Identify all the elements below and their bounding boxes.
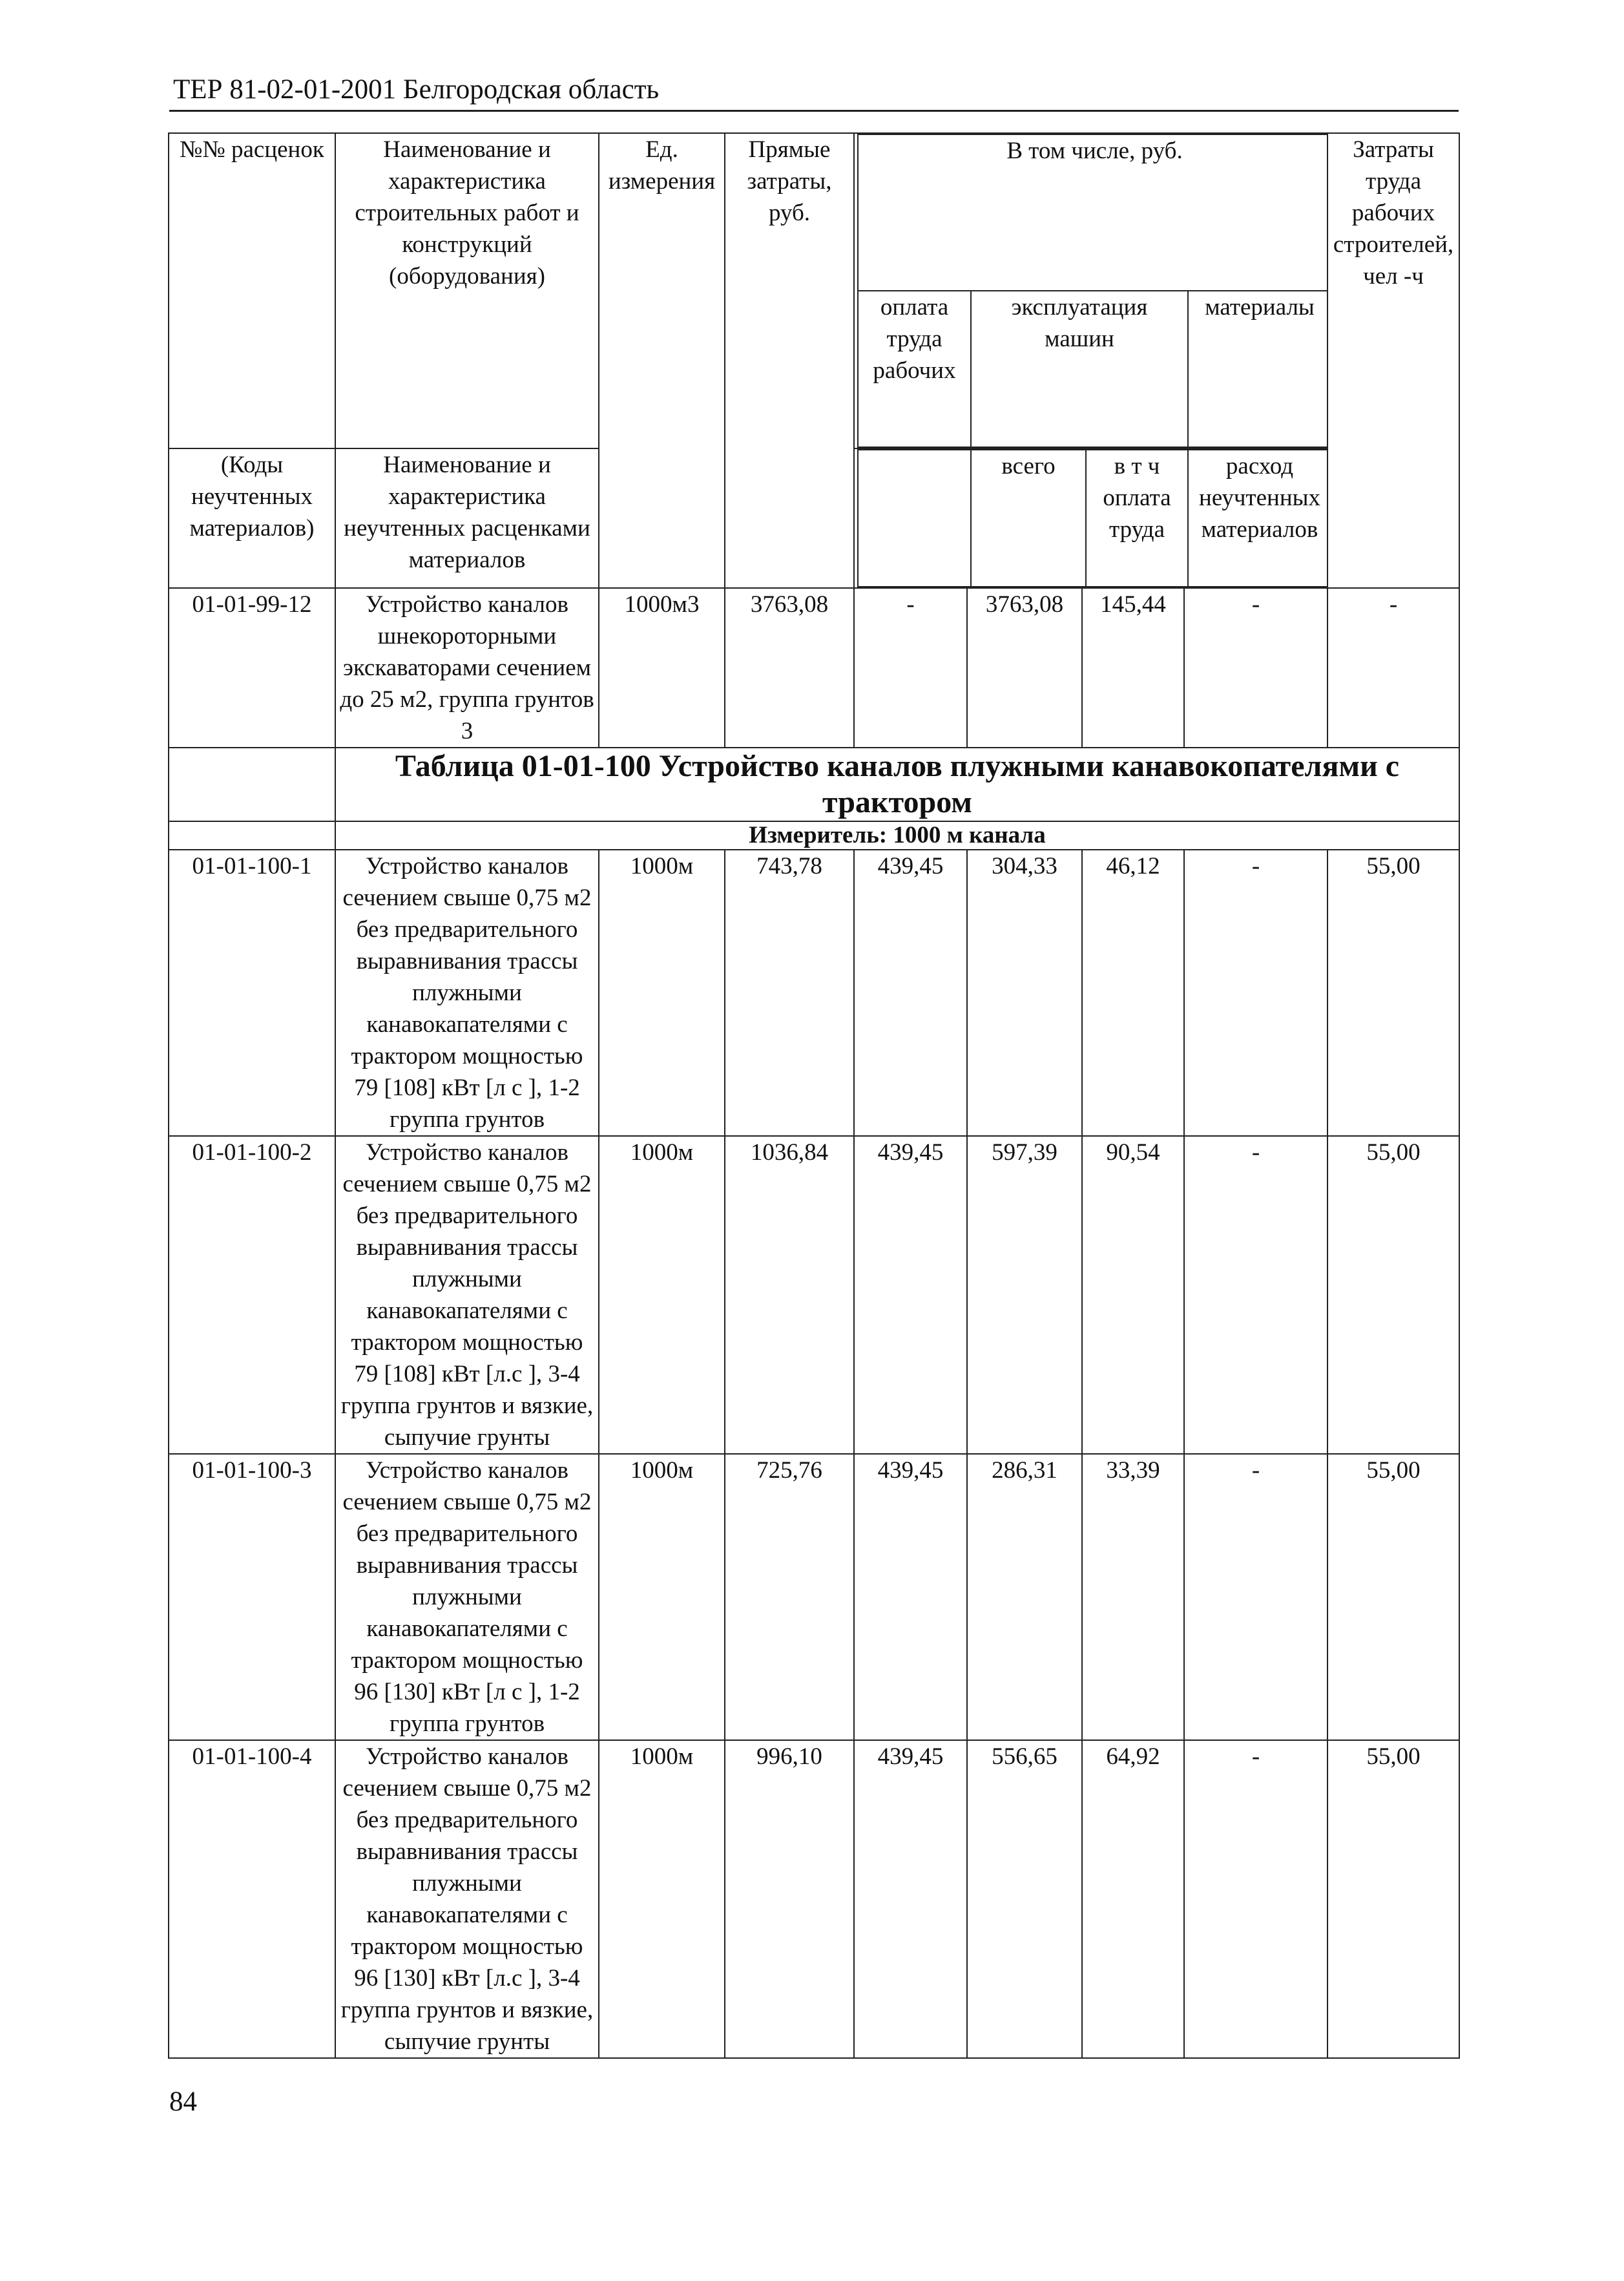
row-direct: 743,78 bbox=[725, 850, 854, 1136]
row-machines-labor: 64,92 bbox=[1082, 1740, 1184, 2058]
meter-row bbox=[169, 821, 1459, 850]
row-name: Устройство каналов сечением свыше 0,75 м2 без предварительного выравнивания трассы плужными канавокапателями с трактором мощностью 79 [108] кВт [л.с ], 3-4 группа грунтов и вязкие, сыпучие грунты bbox=[335, 1136, 599, 1454]
header-code: №№ расценок bbox=[169, 133, 335, 448]
row-direct: 3763,08 bbox=[725, 588, 854, 748]
header-name-sub: Наименование и характеристика неучтенных расценками материалов bbox=[335, 448, 599, 588]
row-code: 01-01-99-12 bbox=[169, 588, 335, 748]
row-code: 01-01-100-4 bbox=[169, 1740, 335, 2058]
row-direct: 996,10 bbox=[725, 1740, 854, 2058]
row-name: Устройство каналов сечением свыше 0,75 м2 без предварительного выравнивания трассы плужными канавокапателями с трактором мощностью 96 [130] кВт [л.с ], 3-4 группа грунтов и вязкие, сыпучие грунты bbox=[335, 1740, 599, 2058]
header-machines: эксплуатация машин bbox=[971, 291, 1188, 447]
row-labor-cost: 55,00 bbox=[1327, 850, 1459, 1136]
row-direct: 725,76 bbox=[725, 1454, 854, 1740]
row-machines-total: 556,65 bbox=[967, 1740, 1082, 2058]
row-labor-cost: 55,00 bbox=[1327, 1740, 1459, 2058]
row-unit: 1000м bbox=[599, 1136, 725, 1454]
row-materials: - bbox=[1184, 1740, 1327, 2058]
table-title-row bbox=[169, 748, 1459, 821]
row-machines-labor: 33,39 bbox=[1082, 1454, 1184, 1740]
row-machines-labor: 145,44 bbox=[1082, 588, 1184, 748]
table-row bbox=[169, 588, 1459, 748]
row-materials: - bbox=[1184, 588, 1327, 748]
row-labor-cost: 55,00 bbox=[1327, 1454, 1459, 1740]
header-unit: Ед. измерения bbox=[599, 133, 725, 588]
row-code: 01-01-100-3 bbox=[169, 1454, 335, 1740]
header-labor-pay: оплата труда рабочих bbox=[858, 291, 971, 447]
header-materials: материалы bbox=[1188, 291, 1327, 447]
row-materials: - bbox=[1184, 1136, 1327, 1454]
header-incl-group bbox=[854, 133, 1327, 448]
row-machines-labor: 90,54 bbox=[1082, 1136, 1184, 1454]
row-materials: - bbox=[1184, 850, 1327, 1136]
row-labor-pay: 439,45 bbox=[854, 850, 967, 1136]
row-labor-cost: 55,00 bbox=[1327, 1136, 1459, 1454]
header-machines-total: всего bbox=[971, 450, 1086, 587]
row-unit: 1000м bbox=[599, 850, 725, 1136]
row-labor-pay: - bbox=[854, 588, 967, 748]
header-materials-sub: расход неучтенных материалов bbox=[1188, 450, 1327, 587]
table-title: Таблица 01-01-100 Устройство каналов плужными канавокопателями с трактором bbox=[335, 748, 1459, 821]
row-unit: 1000м bbox=[599, 1454, 725, 1740]
row-machines-total: 3763,08 bbox=[967, 588, 1082, 748]
row-machines-total: 286,31 bbox=[967, 1454, 1082, 1740]
row-materials: - bbox=[1184, 1454, 1327, 1740]
row-direct: 1036,84 bbox=[725, 1136, 854, 1454]
rates-table bbox=[168, 132, 1460, 2059]
table-title-spacer bbox=[169, 748, 335, 821]
row-name: Устройство каналов шнекороторными экскаваторами сечением до 25 м2, группа грунтов 3 bbox=[335, 588, 599, 748]
row-name: Устройство каналов сечением свыше 0,75 м2 без предварительного выравнивания трассы плужными канавокапателями с трактором мощностью 96 [130] кВт [л с ], 1-2 группа грунтов bbox=[335, 1454, 599, 1740]
table-row bbox=[169, 850, 1459, 1136]
row-code: 01-01-100-1 bbox=[169, 850, 335, 1136]
row-machines-labor: 46,12 bbox=[1082, 850, 1184, 1136]
header-name: Наименование и характеристика строительных работ и конструкций (оборудования) bbox=[335, 133, 599, 448]
page-header: ТЕР 81-02-01-2001 Белгородская область bbox=[173, 74, 660, 105]
header-direct: Прямые затраты, руб. bbox=[725, 133, 854, 588]
row-unit: 1000м bbox=[599, 1740, 725, 2058]
row-labor-pay: 439,45 bbox=[854, 1136, 967, 1454]
table-row bbox=[169, 1454, 1459, 1740]
header-incl: В том числе, руб. bbox=[858, 134, 1327, 291]
row-labor-pay: 439,45 bbox=[854, 1454, 967, 1740]
row-name: Устройство каналов сечением свыше 0,75 м2 без предварительного выравнивания трассы плужными канавокапателями с трактором мощностью 79 [108] кВт [л с ], 1-2 группа грунтов bbox=[335, 850, 599, 1136]
header-rule bbox=[169, 110, 1459, 112]
meter-spacer bbox=[169, 821, 335, 850]
page-number: 84 bbox=[169, 2087, 197, 2117]
table-row bbox=[169, 1136, 1459, 1454]
header-row-1 bbox=[169, 133, 1459, 448]
meter: Измеритель: 1000 м канала bbox=[335, 821, 1459, 850]
header-labor-cost: Затраты труда рабочих строителей, чел -ч bbox=[1327, 133, 1459, 588]
row-labor-pay: 439,45 bbox=[854, 1740, 967, 2058]
row-labor-cost: - bbox=[1327, 588, 1459, 748]
header-labor-pay-empty bbox=[858, 450, 971, 587]
header-incl-sub-group bbox=[854, 448, 1327, 588]
row-machines-total: 597,39 bbox=[967, 1136, 1082, 1454]
header-machines-labor: в т ч оплата труда bbox=[1086, 450, 1188, 587]
row-machines-total: 304,33 bbox=[967, 850, 1082, 1136]
row-unit: 1000м3 bbox=[599, 588, 725, 748]
header-code-sub: (Коды неучтенных материалов) bbox=[169, 448, 335, 588]
table-row bbox=[169, 1740, 1459, 2058]
row-code: 01-01-100-2 bbox=[169, 1136, 335, 1454]
